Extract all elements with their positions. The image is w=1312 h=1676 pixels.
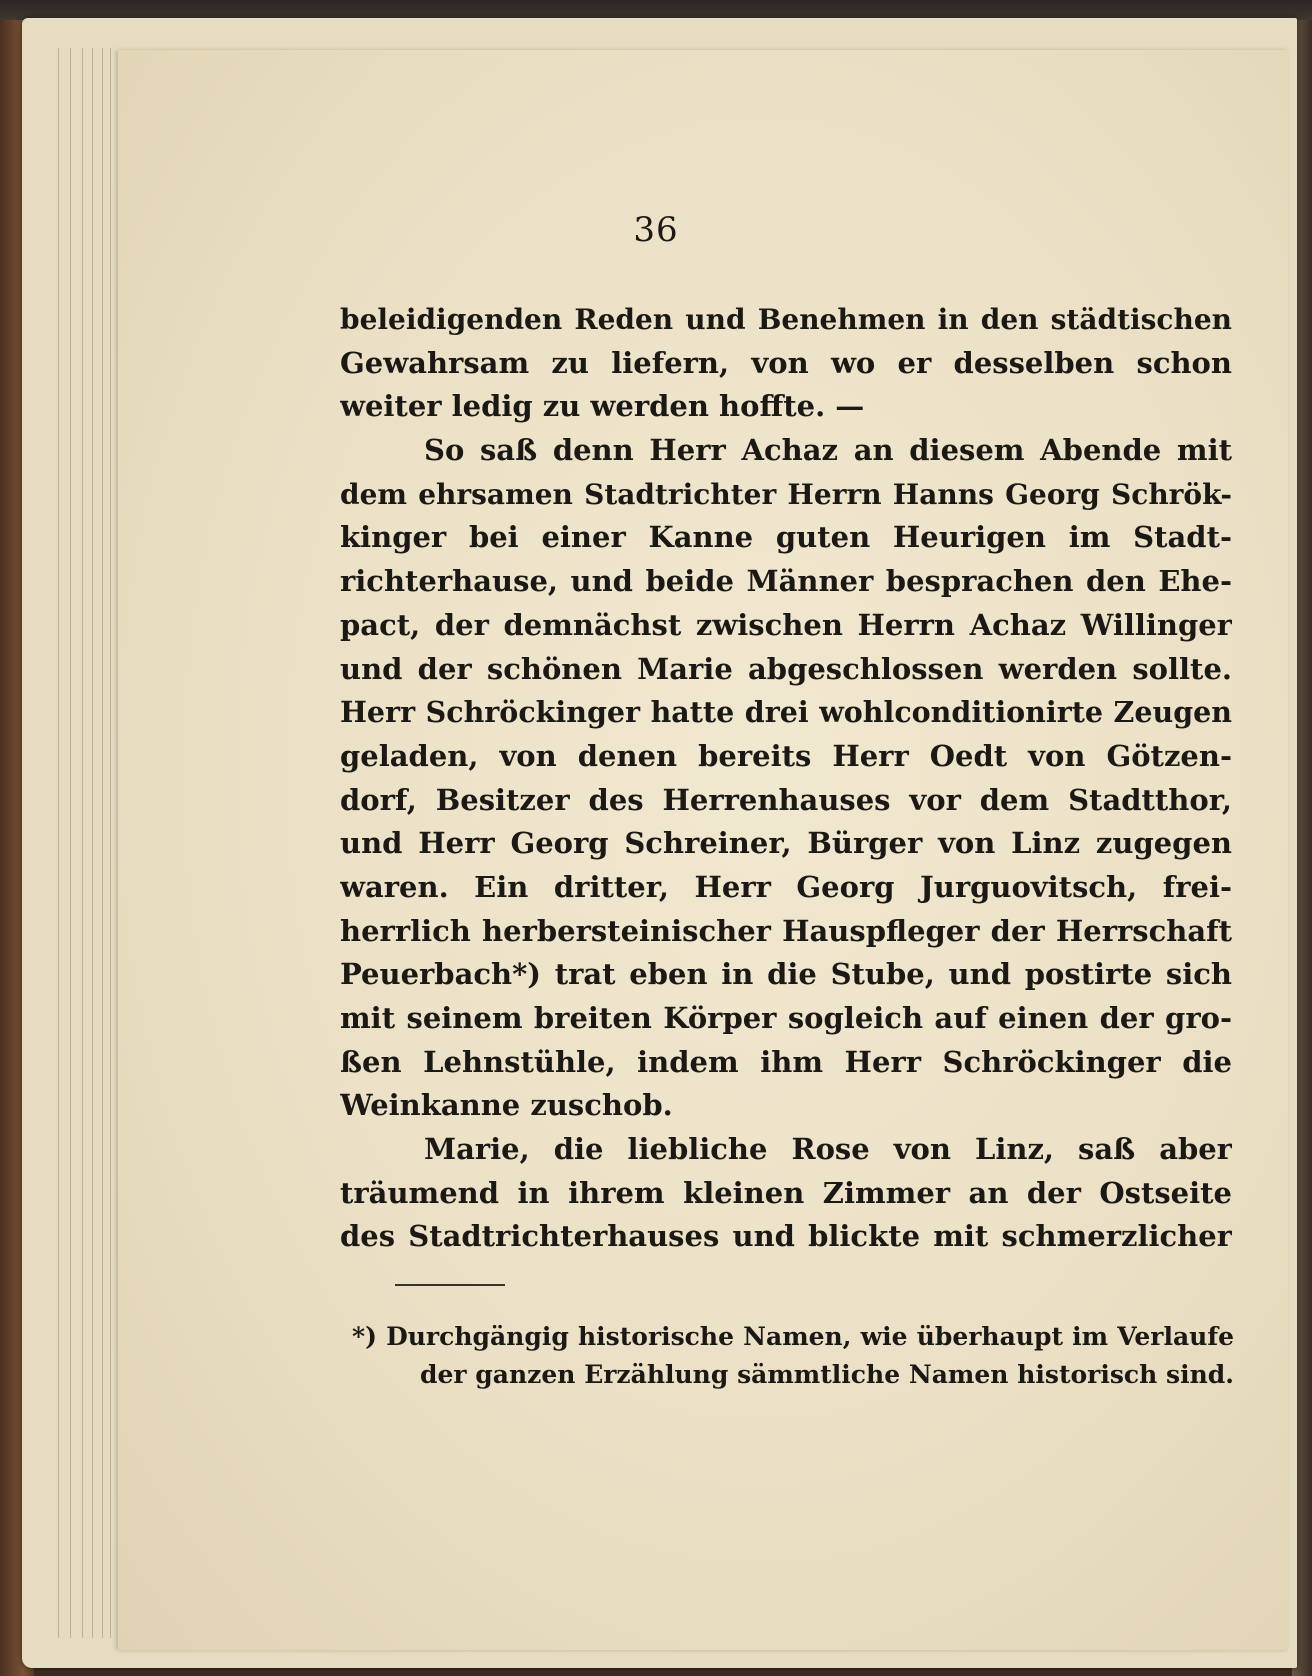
footnote-line: *) Durchgängig historische Namen, wie überhaupt im Verlaufe — [352, 1322, 1234, 1351]
page-leaf-edge — [102, 48, 103, 1638]
page-number: 36 — [633, 210, 679, 250]
text-line: geladen, von denen bereits Herr Oedt von Götzen- — [340, 738, 1232, 773]
text-line: beleidigenden Reden und Benehmen in den städtischen — [340, 303, 1232, 336]
footnote — [352, 1318, 1234, 1394]
text-line: Peuerbach*) trat eben in die Stube, und postirte sich — [340, 957, 1232, 992]
text-line: richterhause, und beide Männer besprachen den Ehe- — [340, 564, 1232, 599]
text-line: träumend in ihrem kleinen Zimmer an der Ostseite — [340, 1175, 1232, 1210]
page-leaf-edge — [110, 48, 111, 1638]
text-line: des Stadtrichterhauses und blickte mit schmerzlicher — [340, 1219, 1232, 1254]
text-line: So saß denn Herr Achaz an diesem Abende mit — [424, 433, 1232, 468]
page-leaf-edge — [58, 48, 59, 1638]
footnote-line: der ganzen Erzählung sämmtliche Namen historisch sind. — [420, 1360, 1234, 1389]
text-line: Herr Schröckinger hatte drei wohlconditionirte Zeugen — [340, 695, 1232, 730]
text-line: Gewahrsam zu liefern, von wo er desselben schon — [340, 345, 1232, 380]
text-line: dem ehrsamen Stadtrichter Herrn Hanns Georg Schrök- — [340, 477, 1232, 511]
text-line: Marie, die liebliche Rose von Linz, saß aber — [424, 1132, 1232, 1167]
text-line: weiter ledig zu werden hoffte. — — [340, 389, 865, 424]
text-line: herrlich herbersteinischer Hauspfleger der Herrschaft — [340, 913, 1232, 948]
text-line: und Herr Georg Schreiner, Bürger von Linz zugegen — [340, 826, 1232, 861]
body-text — [340, 298, 1232, 1259]
text-line: waren. Ein dritter, Herr Georg Jurguovitsch, frei- — [340, 869, 1232, 904]
text-line: mit seinem breiten Körper sogleich auf einen der gro- — [340, 1001, 1232, 1035]
text-line: und der schönen Marie abgeschlossen werden sollte. — [340, 651, 1232, 686]
footnote-divider — [395, 1284, 505, 1286]
text-line: pact, der demnächst zwischen Herrn Achaz Willinger — [340, 607, 1232, 642]
text-line: Weinkanne zuschob. — [340, 1088, 673, 1123]
page-leaf-edge — [82, 48, 83, 1638]
page-leaf-edge — [70, 48, 71, 1638]
text-line: ßen Lehnstühle, indem ihm Herr Schröckinger die — [340, 1044, 1232, 1079]
page-leaf-edge — [92, 48, 93, 1638]
text-line: kinger bei einer Kanne guten Heurigen im Stadt- — [340, 520, 1232, 555]
text-line: dorf, Besitzer des Herrenhauses vor dem Stadtthor, — [340, 782, 1232, 817]
